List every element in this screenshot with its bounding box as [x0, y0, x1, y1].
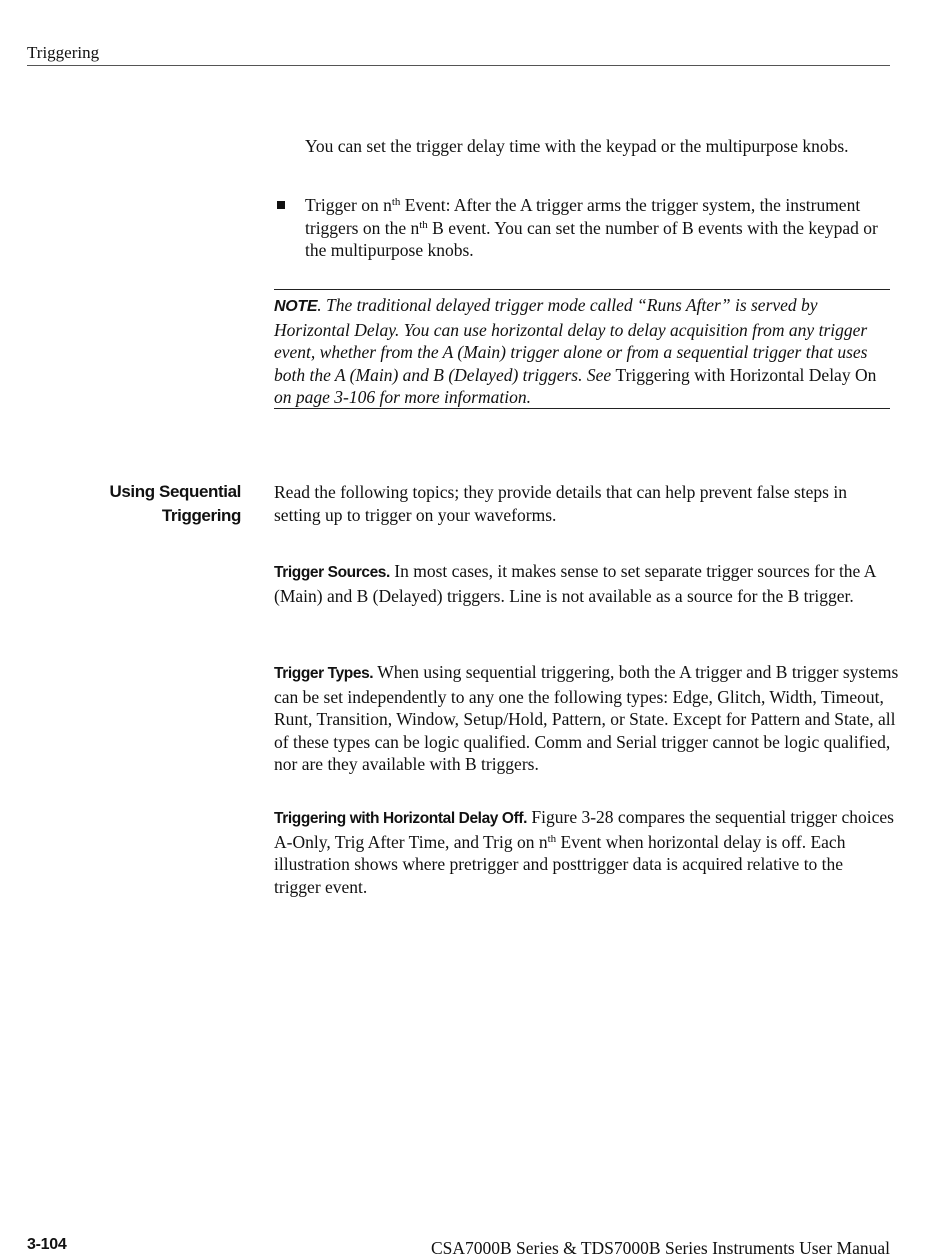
horizontal-delay-off-body: Figure 3-28 compares the sequential trigger choices A-Only, Trig After Time, and Trig on n: [274, 807, 894, 852]
trigger-sources-paragraph: [274, 560, 894, 607]
trigger-types-body: When using sequential triggering, both the A trigger and B trigger systems can be set independently to any one the following types: Edge, Glitch, Width, Timeout, Runt, Transition, Window, Setup/Hold, Pattern, or State. Except for Pattern and State, all of these types can be logic qualified. Comm and Serial trigger cannot be logic qualified, nor are they available with B triggers.: [274, 662, 899, 774]
bullet-text: [305, 194, 880, 262]
note-cross-reference-link[interactable]: Triggering with Horizontal Delay On: [615, 364, 877, 385]
trigger-types-title: Trigger Types.: [274, 665, 374, 682]
section-heading-line: Triggering: [161, 506, 241, 525]
bullet-text-part: B event. You can set the number of B events with the keypad or the multipurpose knobs.: [305, 217, 878, 260]
section-heading: [21, 480, 241, 528]
horizontal-delay-off-paragraph: [274, 806, 894, 898]
note-body: . The traditional delayed trigger mode called “Runs After” is served by Horizontal Delay. You can use horizontal delay to delay acquisition from any trigger event, whether from the A (Main) trigger alone or from a sequential trigger that uses both the A (Main) and B (Delayed) triggers. See: [274, 295, 868, 385]
trigger-sources-body: In most cases, it makes sense to set separate trigger sources for the A (Main) and B (Delayed) triggers. Line is not available as a source for the B trigger.: [274, 561, 876, 606]
note-box: [274, 289, 890, 409]
bullet-text-part: Trigger on n: [305, 195, 392, 215]
section-heading-line: Using Sequential: [109, 482, 241, 501]
superscript-th: th: [419, 218, 428, 231]
section-intro-paragraph: Read the following topics; they provide details that can help prevent false steps in setting up to trigger on your waveforms.: [274, 482, 847, 525]
note-body-end: on page 3-106 for more information.: [274, 387, 531, 407]
note-text: [274, 294, 879, 409]
superscript-th: th: [547, 832, 557, 845]
note-label: NOTE: [274, 298, 318, 315]
manual-title: CSA7000B Series & TDS7000B Series Instruments User Manual: [430, 1238, 890, 1258]
running-head: Triggering: [27, 43, 100, 62]
bullet-text-part: Event: After the A trigger arms the trigger system, the instrument triggers on the n: [305, 195, 861, 238]
bullet-square-icon: [277, 201, 285, 209]
superscript-th: th: [391, 196, 401, 208]
horizontal-delay-off-title: Triggering with Horizontal Delay Off.: [274, 810, 528, 827]
trigger-sources-title: Trigger Sources.: [274, 564, 390, 581]
header-rule: [27, 65, 890, 66]
page-number: 3-104: [27, 1236, 67, 1253]
trigger-types-paragraph: [274, 661, 899, 776]
delay-paragraph: You can set the trigger delay time with the keypad or the multipurpose knobs.: [305, 136, 849, 156]
horizontal-delay-off-body-end: Event when horizontal delay is off. Each illustration shows where pretrigger and posttrigger data is acquired relative to the trigger event.: [274, 831, 846, 897]
